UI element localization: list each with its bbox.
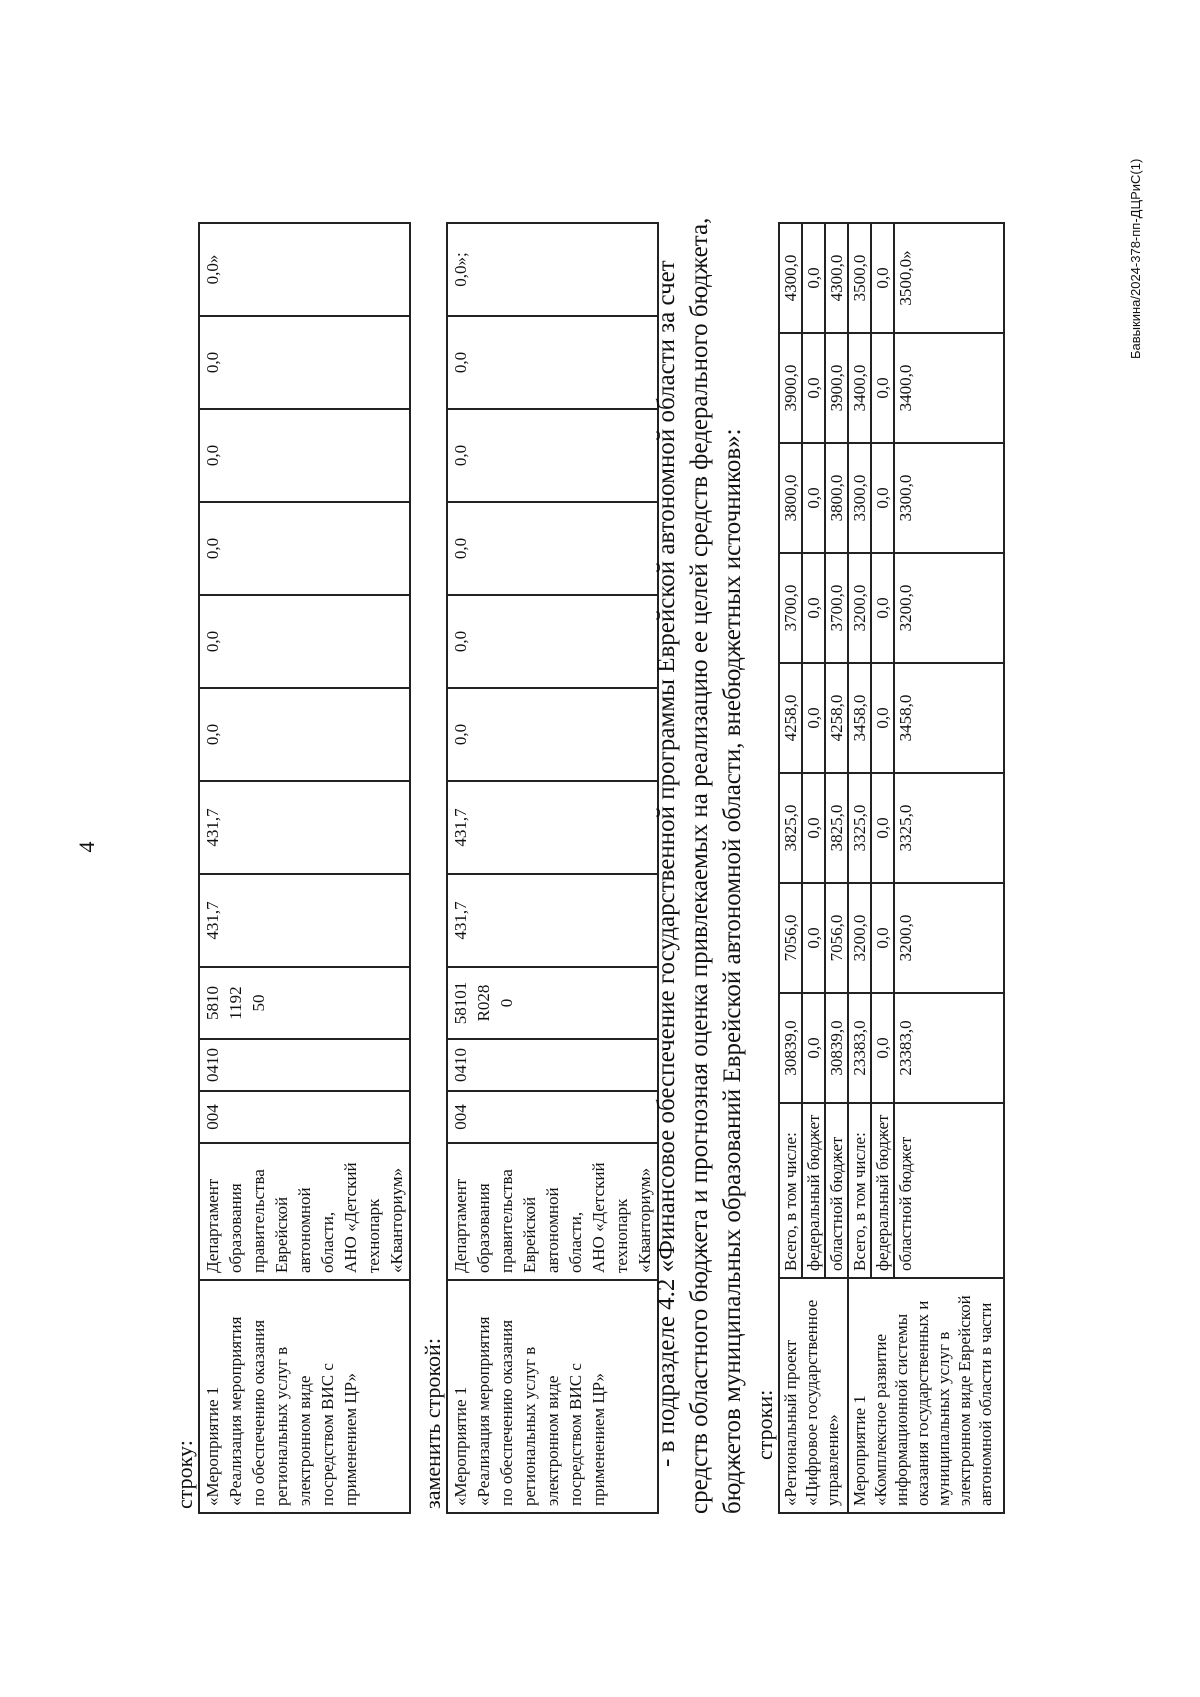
old-row-value: 0,0 [199,502,410,595]
paragraph-line-3: бюджетов муниципальных образований Еврейской автономной области, внебюджетных источников»: [719,428,746,1514]
old-row-value: 0,0 [199,316,410,409]
table-cell: 30839,0 [825,993,848,1103]
table-cell: 0,0 [802,553,825,663]
table-cell: 3400,0 [848,333,871,443]
table-cell: 0,0 [871,333,894,443]
old-row-csr: 5810 1192 50 [199,967,410,1039]
table-cell: 0,0 [871,443,894,553]
table-cell: 3900,0 [825,333,848,443]
table-cell: 0,0 [802,333,825,443]
old-row-value: 0,0» [199,223,410,316]
financing-table [778,222,1005,1514]
table-cell: 0,0 [871,883,894,993]
table-cell: 3400,0 [894,333,1004,443]
table-cell: 0,0 [802,663,825,773]
block1-name: «Региональный проект «Цифровое государственное управление» [779,1278,848,1513]
old-row-value: 431,7 [199,781,410,874]
table-cell: 3200,0 [894,883,1004,993]
row-label: областной бюджет [825,1103,848,1278]
new-row-value: 431,7 [447,781,658,874]
new-row-value: 0,0 [447,688,658,781]
table-cell: 0,0 [802,883,825,993]
row-label: Всего, в том числе: [848,1103,871,1278]
row-label: федеральный бюджет [871,1103,894,1278]
table-cell: 3300,0 [848,443,871,553]
table-cell: 0,0 [871,223,894,333]
table-cell: 3200,0 [848,883,871,993]
new-row-value: 0,0 [447,409,658,502]
new-row-value: 0,0»; [447,223,658,316]
label-row: строку: [172,1440,197,1509]
table-cell: 3500,0» [894,223,1004,333]
table-cell: 3825,0 [779,773,802,883]
old-row-value: 0,0 [199,595,410,688]
table-cell: 0,0 [802,773,825,883]
old-row-table [198,222,411,1514]
old-row-value: 0,0 [199,409,410,502]
table-cell: 3325,0 [894,773,1004,883]
new-row-value: 431,7 [447,874,658,967]
old-row-rzpr: 0410 [199,1039,410,1091]
new-row [447,223,658,1513]
table-cell: 3200,0 [894,553,1004,663]
paragraph-line-1: - в подразделе 4.2 «Финансовое обеспечение государственной программы Еврейской автономной области за счет [653,260,680,1467]
table-cell: 3800,0 [779,443,802,553]
table-cell: 3800,0 [825,443,848,553]
new-row-rzpr: 0410 [447,1039,658,1091]
table-cell: 3300,0 [894,443,1004,553]
table-row [848,223,871,1513]
label-replace: заменить строкой: [420,1338,445,1509]
table-cell: 4258,0 [779,663,802,773]
table-cell: 3700,0 [779,553,802,663]
table-cell: 23383,0 [848,993,871,1103]
table-cell: 0,0 [802,443,825,553]
old-row-value: 431,7 [199,874,410,967]
label-lines: строки: [752,1389,777,1460]
table-cell: 4258,0 [825,663,848,773]
table-cell: 0,0 [871,663,894,773]
new-row-value: 0,0 [447,502,658,595]
old-row [199,223,410,1513]
table-cell: 3325,0 [848,773,871,883]
table-cell: 3700,0 [825,553,848,663]
table-cell: 0,0 [871,773,894,883]
new-row-csr: 58101 R028 0 [447,967,658,1039]
table-cell: 0,0 [871,553,894,663]
table-cell: 3500,0 [848,223,871,333]
old-row-grbs: 004 [199,1091,410,1143]
table-row [779,223,802,1513]
table-cell: 30839,0 [779,993,802,1103]
table-cell: 4300,0 [779,223,802,333]
row-label: областной бюджет [894,1103,1004,1278]
table-cell: 3458,0 [848,663,871,773]
table-cell: 0,0 [871,993,894,1103]
block2-name: Мероприятие 1 «Комплексное развитие информационной системы оказания государственных и муниципальных услуг в электронном виде Еврейской автономной области в части [848,1278,1004,1513]
new-row-table [446,222,659,1514]
new-row-grbs: 004 [447,1091,658,1143]
page-number: 4 [74,841,99,853]
new-row-name: «Мероприятие 1 «Реализация мероприятия по обеспечению оказания региональных услуг в электронном виде посредством ВИС с применением ЦР» [447,1280,658,1513]
table-cell: 0,0 [802,223,825,333]
footer-note: Бавыкина/2024-378-пп-ДЦРиС(1) [1128,158,1143,359]
paragraph-line-2: средств областного бюджета и прогнозная оценка привлекаемых на реализацию ее целей средств федерального бюджета, [686,217,713,1514]
new-row-value: 0,0 [447,595,658,688]
new-row-value: 0,0 [447,316,658,409]
table-cell: 3200,0 [848,553,871,663]
table-cell: 0,0 [802,993,825,1103]
table-cell: 4300,0 [825,223,848,333]
table-cell: 23383,0 [894,993,1004,1103]
old-row-value: 0,0 [199,688,410,781]
table-cell: 7056,0 [825,883,848,993]
table-cell: 3458,0 [894,663,1004,773]
table-cell: 7056,0 [779,883,802,993]
new-row-executor: Департамент образования правительства Еврейской автономной области, АНО «Детский технопарк «Кванториум» [447,1143,658,1280]
table-cell: 3825,0 [825,773,848,883]
row-label: Всего, в том числе: [779,1103,802,1278]
old-row-name: «Мероприятие 1 «Реализация мероприятия по обеспечению оказания региональных услуг в электронном виде посредством ВИС с применением ЦР» [199,1280,410,1513]
old-row-executor: Департамент образования правительства Еврейской автономной области, АНО «Детский технопарк «Кванториум» [199,1143,410,1280]
table-cell: 3900,0 [779,333,802,443]
row-label: федеральный бюджет [802,1103,825,1278]
